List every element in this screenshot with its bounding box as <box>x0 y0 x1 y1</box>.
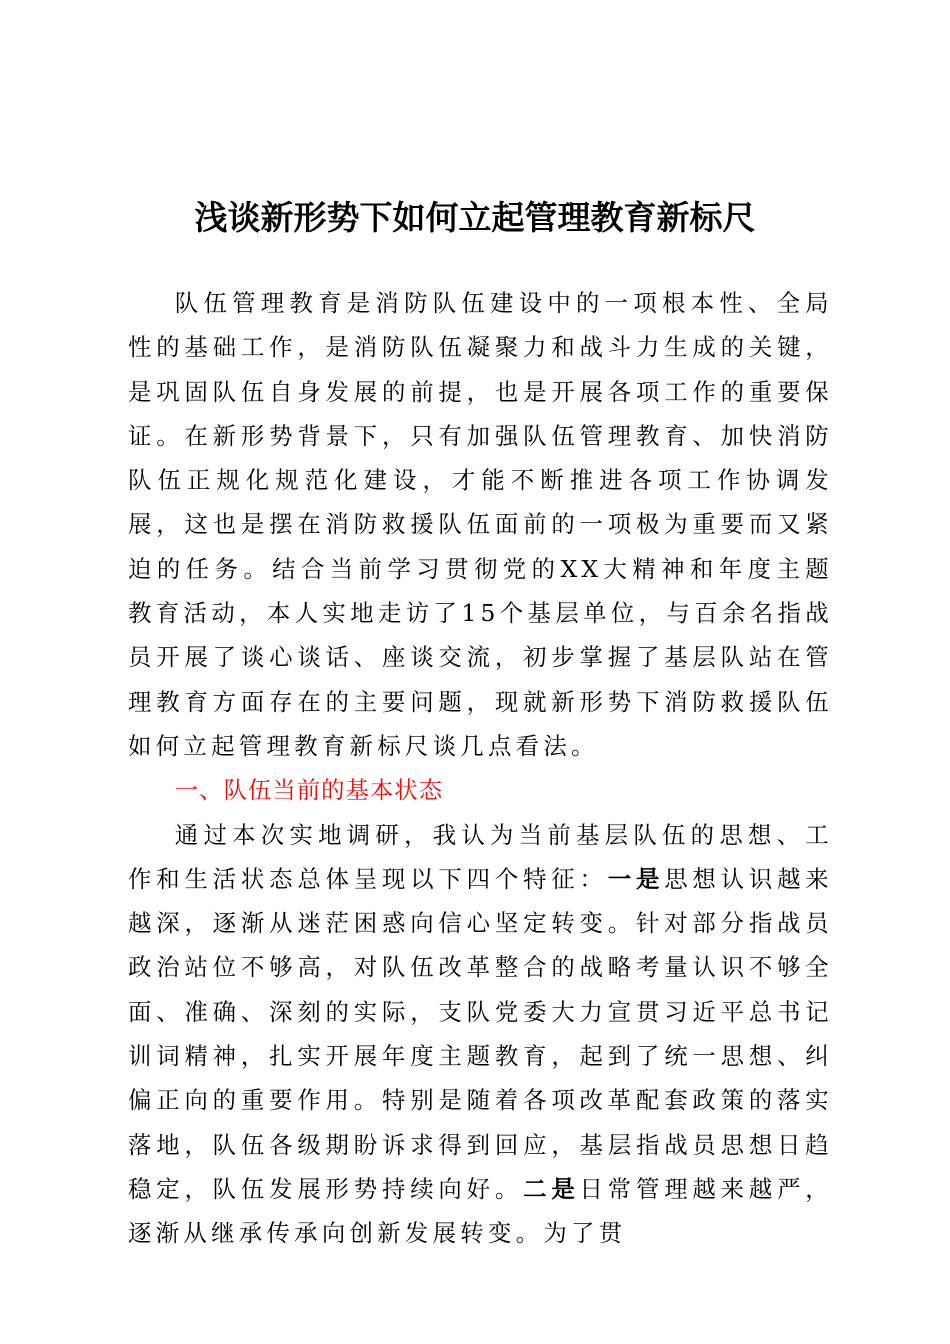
keyword-second: 二是 <box>523 1174 580 1203</box>
section-heading: 一、队伍当前的基本状态 <box>174 776 444 805</box>
document-body <box>128 281 833 1256</box>
section-paragraph <box>128 813 833 1256</box>
keyword-first: 一是 <box>607 864 665 893</box>
paragraph-text-start: 通过本次实地调研，我认为当前基层队伍的思想、工作和生活状态总体呈现以下四个特征： <box>128 820 833 893</box>
paragraph-text-middle: 思想认识越来越深，逐渐从迷茫困惑向信心坚定转变。针对部分指战员政治站位不够高，对队伍改革整合的战略考量认识不够全面、准确、深刻的实际，支队党委大力宣贯习近平总书记训词精神，扎实开展年度主题教育，起到了统一思想、纠偏正向的重要作用。特别是随着各项改革配套政策的落实落地，队伍各级期盼诉求得到回应，基层指战员思想日趋稳定，队伍发展形势持续向好。 <box>128 864 833 1203</box>
intro-paragraph: 队伍管理教育是消防队伍建设中的一项根本性、全局性的基础工作，是消防队伍凝聚力和战斗力生成的关键，是巩固队伍自身发展的前提，也是开展各项工作的重要保证。在新形势背景下，只有加强队伍管理教育、加快消防队伍正规化规范化建设，才能不断推进各项工作协调发展，这也是摆在消防救援队伍面前的一项极为重要而又紧迫的任务。结合当前学习贯彻党的XX大精神和年度主题教育活动，本人实地走访了15个基层单位，与百余名指战员开展了谈心谈话、座谈交流，初步掌握了基层队站在管理教育方面存在的主要问题，现就新形势下消防救援队伍如何立起管理教育新标尺谈几点看法。 <box>128 289 833 760</box>
document-title: 浅谈新形势下如何立起管理教育新标尺 <box>194 198 756 237</box>
paragraph-text-end: 日常管理越来越严，逐渐从继承传承向创新发展转变。为了贯 <box>128 1174 834 1248</box>
